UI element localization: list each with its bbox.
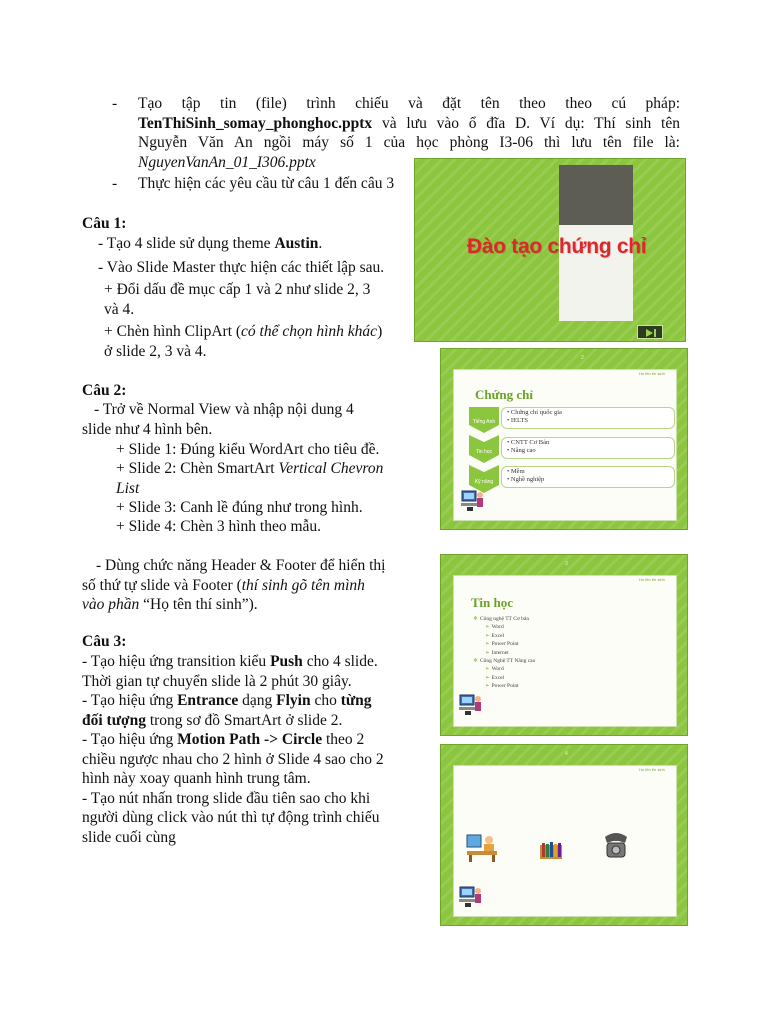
intro-line-1: Tạo tập tin (file) trình chiếu và đặt tên theo theo cú pháp: — [138, 95, 680, 112]
slide-3-number: 3 — [565, 561, 568, 567]
intro-line-3: Nguyễn Văn An ngồi máy số 1 của học phòng I3-06 thì lưu tên file là: — [138, 134, 680, 151]
cau3-body: - Tạo hiệu ứng transition kiểu Push cho 4 slide. Thời gian tự chuyển slide là 2 phút 30 giây. - Tạo hiệu ứng Entrance dạng Flyin cho từng đối tượng trong sơ đồ SmartArt ở slide 2. - Tạo hiệu ứng Motion Path -> Circle theo 2 chiều ngược nhau cho 2 hình ở Slide 4 sao cho 2 hình này xoay quanh hình trung tâm. - Tạo nút nhấn trong slide đầu tiên sao cho khi người dùng click vào nút thì tự động trình chiếu slide cuối cùng — [82, 653, 384, 846]
slide-4-footer: Họ tên thí sinh — [639, 767, 665, 772]
list-item: ➢ Word — [485, 666, 504, 673]
slide-3-list — [473, 615, 535, 691]
slide-1-wordart-title: Đào tạo chứng chỉ — [467, 235, 647, 258]
slide-2-number: 2 — [581, 355, 584, 361]
list-item: ➢ Power Point — [485, 683, 519, 690]
cau1-line-2: - Vào Slide Master thực hiện các thiết lập sau. — [98, 259, 385, 276]
intro-line-2: TenThiSinh_somay_phonghoc.pptx và lưu vào ổ đĩa D. Ví dụ: Thí sinh tên — [138, 114, 680, 132]
slide-2-footer: Họ tên thí sinh — [639, 371, 665, 376]
computer-user-icon — [459, 487, 485, 513]
slide-3-title: Tin học — [471, 595, 514, 610]
list-item: ❖ Công Nghệ TT Nâng cao — [473, 658, 536, 665]
cau2-slide4: + Slide 4: Chèn 3 hình theo mẫu. — [116, 518, 322, 535]
books-icon — [539, 841, 563, 861]
cau2-slide1: + Slide 1: Đúng kiểu WordArt cho tiêu đề. — [116, 441, 380, 458]
example-filename: NguyenVanAn_01_I306.pptx — [138, 153, 316, 171]
cau2-intro: - Trở về Normal View và nhập nội dung 4 slide như 4 hình bên. — [82, 401, 354, 438]
intro-bullet-1: - Tạo tập tin (file) trình chiếu và đặt tên theo theo cú pháp: TenThiSinh_somay_phonghoc.pptx và lưu vào ổ đĩa D. Ví dụ: Thí sinh tên Nguyễn Văn An ngồi máy số 1 của học phòng I3-06 thì lưu tên file là: NguyenVanAn_01_I306.pptx — [112, 95, 680, 171]
cau3-heading: Câu 3: — [82, 633, 127, 650]
cau2-heading: Câu 2: — [82, 382, 127, 399]
slide-3-footer: Họ tên thí sinh — [639, 577, 665, 582]
intro-bullet-2: - Thực hiện các yêu cầu từ câu 1 đến câu 3 — [112, 175, 395, 192]
cau1-heading: Câu 1: — [82, 215, 127, 232]
play-end-icon — [638, 327, 662, 339]
list-item: ❖ Công nghệ TT Cơ bản — [473, 616, 530, 622]
cau2-slide3: + Slide 3: Canh lề đúng như trong hình. — [116, 499, 363, 516]
teacher-desk-icon — [465, 831, 499, 863]
cau1-line-1: - Tạo 4 slide sử dụng theme Austin. — [98, 235, 323, 252]
list-item: ➢ Word — [485, 624, 504, 631]
cau1-line-3: + Đổi dấu đề mục cấp 1 và 2 như slide 2, 3 và 4. — [104, 281, 371, 318]
list-item: ➢ Power Point — [485, 641, 519, 648]
cau1-line-4: + Chèn hình ClipArt (có thể chọn hình khác) ở slide 2, 3 và 4. — [104, 323, 383, 360]
computer-user-icon — [457, 883, 483, 909]
filename-pattern: TenThiSinh_somay_phonghoc.pptx — [138, 114, 373, 132]
slide-2-thumbnail: 2 Họ tên thí sinh Chứng chỉ Tiếng Anh • Chứng chỉ quốc gia • IELTS Tin học • CNTT Cơ Bản • Nâng cao Kỹ năng • Mềm • Nghề nghiệp — [440, 348, 688, 530]
list-item: ➢ Internet — [485, 649, 509, 656]
slide-1-nav-button[interactable] — [637, 325, 663, 339]
cau2-slide2: + Slide 2: Chèn SmartArt Vertical Chevron List — [116, 460, 384, 497]
slide-1-thumbnail — [414, 158, 686, 342]
slide-1-dark-panel — [559, 165, 633, 225]
computer-user-icon — [457, 691, 483, 717]
list-item: ➢ Excel — [485, 674, 505, 681]
list-item: ➢ Excel — [485, 632, 505, 639]
slide-2-title: Chứng chỉ — [475, 387, 534, 402]
cau2-header-footer: - Dùng chức năng Header & Footer để hiển thị số thứ tự slide và Footer (thí sinh gõ tên mình vào phần “Họ tên thí sinh”). — [82, 557, 386, 613]
slide-4-thumbnail — [440, 744, 688, 926]
slide-3-thumbnail — [440, 554, 688, 736]
telephone-icon — [601, 829, 631, 861]
slide-4-number: 4 — [565, 751, 568, 757]
